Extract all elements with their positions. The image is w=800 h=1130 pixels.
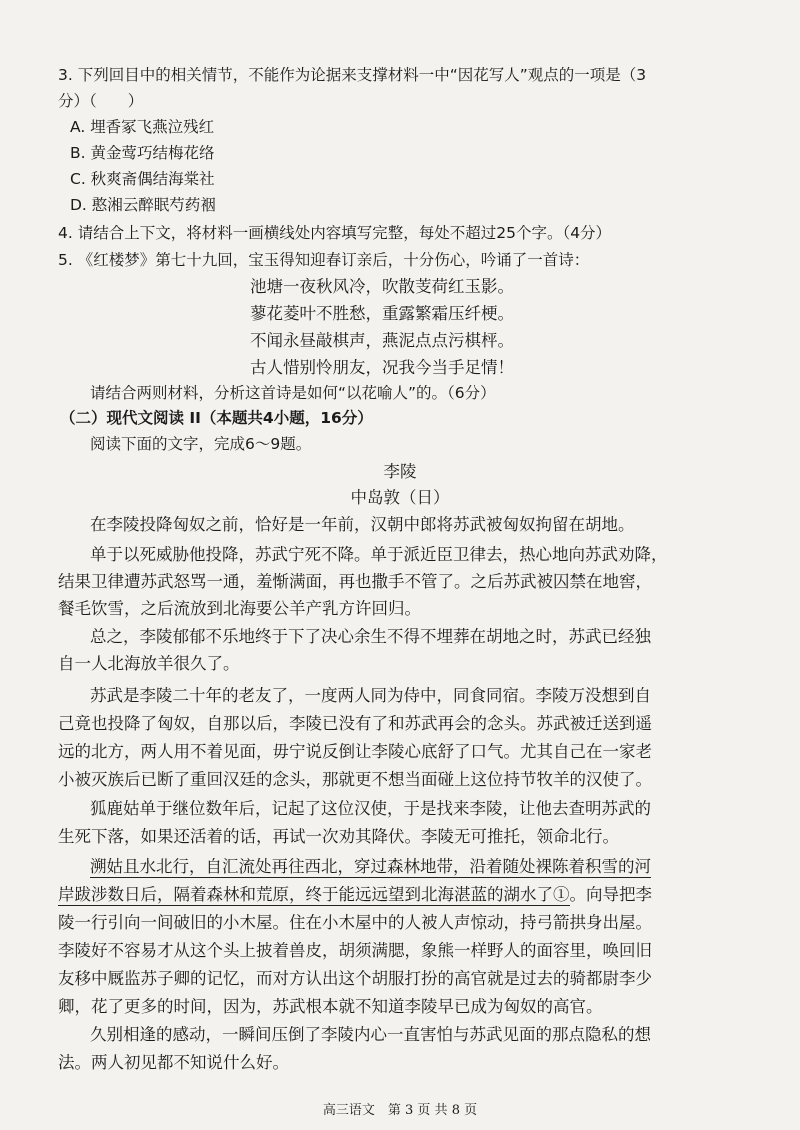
passage-line-2: 单于以死威胁他投降，苏武宁死不降。单于派近臣卫律去，热心地向苏武劝降，: [90, 545, 668, 564]
poem-line-2: 蓼花菱叶不胜愁，重露繁霜压纤梗。: [250, 304, 514, 323]
poem-line-4: 古人惜别怜朋友，况我今当手足情！: [250, 358, 514, 377]
underlined-line-2: [58, 884, 652, 906]
passage-line-6: 自一人北海放羊很久了。: [58, 654, 240, 673]
passage-author: 中岛敦（日）: [350, 488, 450, 507]
passage-line-17: 久别相逢的感动，一瞬间压倒了李陵内心一直害怕与苏武见面的那点隐私的想: [90, 1025, 651, 1044]
passage-line-13: 陵一行引向一间破旧的小木屋。住在小木屋中的人被人声惊动，持弓箭拱身出屋。: [58, 913, 652, 932]
passage-line-16: 卿，花了更多的时间，因为，苏武根本就不知道李陵早已成为匈奴的高官。: [58, 997, 603, 1016]
page-footer: 高三语文 第 3 页 共 8 页: [322, 1103, 478, 1118]
poem-line-1: 池塘一夜秋风冷，吹散芰荷红玉影。: [250, 277, 514, 296]
q3-line1: 3. 下列回目中的相关情节，不能作为论据来支撑材料一中“因花写人”观点的一项是（3: [58, 66, 647, 84]
passage-line-14: 李陵好不容易才从这个头上披着兽皮，胡须满腮，象熊一样野人的面容里，唤回旧: [58, 941, 652, 960]
q3-option-b: B. 黄金莺巧结梅花络: [70, 144, 215, 162]
passage-line-1: 在李陵投降匈奴之前，恰好是一年前，汉朝中郎将苏武被匈奴拘留在胡地。: [90, 515, 635, 534]
passage-line-18: 法。两人初见都不知说什么好。: [58, 1053, 289, 1072]
poem-line-3: 不闻永昼敲棋声，燕泥点点污棋枰。: [250, 331, 514, 350]
underlined-text-2: 岸跋涉数日后，隔着森林和荒原，终于能远远望到北海湛蓝的湖水了①: [58, 885, 570, 904]
passage-title: 李陵: [383, 462, 417, 481]
passage-line-8: 己竟也投降了匈奴，自那以后，李陵已没有了和苏武再会的念头。苏武被迁送到遥: [58, 714, 652, 733]
q3-line2: 分）（ ）: [58, 92, 144, 110]
passage-line-3: 结果卫律遭苏武怒骂一通，羞惭满面，再也撒手不管了。之后苏武被囚禁在地窖，: [58, 572, 652, 591]
q3-option-d: D. 憨湘云醉眠芍药裀: [70, 196, 216, 214]
underlined-text-1: 溯姑且水北行，自汇流处再往西北，穿过森林地带，沿着随处裸陈着积雪的河: [90, 857, 651, 876]
q3-option-a: A. 埋香冢飞燕泣残红: [70, 118, 215, 136]
q3-option-c: C. 秋爽斋偶结海棠社: [70, 170, 215, 188]
q5-ask: 请结合两则材料，分析这首诗是如何“以花喻人”的。（6分）: [90, 384, 496, 402]
section-heading: （二）现代文阅读 II（本题共4小题，16分）: [60, 409, 373, 427]
q5-intro: 5. 《红楼梦》第七十九回，宝玉得知迎春订亲后，十分伤心，吟诵了一首诗：: [58, 251, 590, 269]
passage-line-11: 狐鹿姑单于继位数年后，记起了这位汉使，于是找来李陵，让他去查明苏武的: [90, 799, 651, 818]
after-underlined-text: 。向导把李: [569, 885, 652, 904]
q4-text: 4. 请结合上下文，将材料一画横线处内容填写完整，每处不超过25个字。（4分）: [58, 224, 612, 242]
underlined-line-1: [90, 856, 651, 878]
passage-line-5: 总之，李陵郁郁不乐地终于下了决心余生不得不埋葬在胡地之时，苏武已经独: [90, 627, 651, 646]
passage-line-9: 远的北方，两人用不着见面，毋宁说反倒让李陵心底舒了口气。尤其自己在一家老: [58, 742, 652, 761]
section-instruction: 阅读下面的文字，完成6～9题。: [90, 435, 312, 453]
passage-line-15: 友移中厩监苏子卿的记忆，而对方认出这个胡服打扮的高官就是过去的骑都尉李少: [58, 969, 652, 988]
passage-line-12: 生死下落，如果还活着的话，再试一次劝其降伏。李陵无可推托，领命北行。: [58, 827, 619, 846]
passage-line-7: 苏武是李陵二十年的老友了，一度两人同为侍中，同食同宿。李陵万没想到自: [90, 686, 651, 705]
passage-line-10: 小被灭族后已断了重回汉廷的念头，那就更不想当面碰上这位持节牧羊的汉使了。: [58, 770, 652, 789]
passage-line-4: 餐毛饮雪，之后流放到北海要公羊产乳方许回归。: [58, 599, 421, 618]
